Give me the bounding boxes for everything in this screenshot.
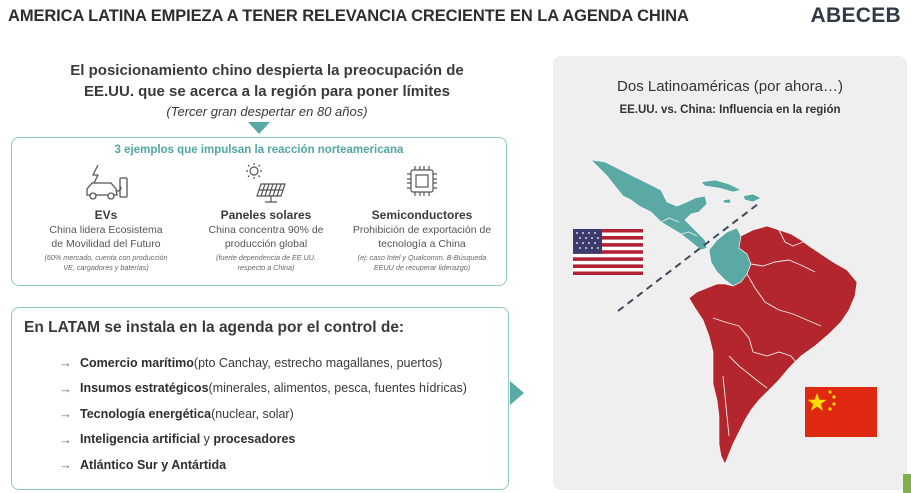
example-note-line-1: (60% mercado, cuenta con producción [44, 253, 168, 262]
arrow-right-icon: → [59, 406, 72, 422]
microchip-icon [399, 162, 445, 204]
map-title: Dos Latinoaméricas (por ahora…) [617, 78, 843, 95]
map-subtitle: EE.UU. vs. China: Influencia en la región [619, 104, 841, 116]
latam-influence-map [553, 56, 907, 490]
example-note-line-1: (ej: caso Intel y Qualcomm. B-Búsqueda [357, 253, 487, 262]
arrow-right-icon: → [59, 355, 72, 371]
solar-panel-icon [243, 162, 289, 204]
example-desc-line-2: de Movilidad del Futuro [51, 237, 161, 250]
electric-car-charging-icon [83, 162, 129, 204]
list-item: → Insumos estratégicos (minerales, alimentos, pesca, fuentes hídricas) [59, 380, 467, 396]
example-desc-line-1: China lidera Ecosistema [49, 224, 163, 236]
headline-subtitle: (Tercer gran despertar en 80 años) [166, 104, 368, 119]
brand-logo: ABECEB [810, 4, 901, 27]
example-note-line-2: VE, cargadores y baterías) [63, 263, 149, 272]
example-evs [26, 162, 186, 273]
slide-title: AMERICA LATINA EMPIEZA A TENER RELEVANCIA CRECIENTE EN LA AGENDA CHINA [8, 7, 689, 25]
down-arrow-icon [248, 122, 270, 134]
latam-heading: En LATAM se instala en la agenda por el control de: [24, 319, 405, 336]
headline-line-2: EE.UU. que se acerca a la región para poner límites [84, 83, 450, 100]
example-note-line-1: (fuerte dependencia de EE.UU. [216, 253, 316, 262]
example-desc-line-2: producción global [224, 237, 308, 250]
example-note-line-2: respecto a China) [237, 263, 295, 272]
examples-box [11, 137, 507, 286]
example-solar-panels [188, 162, 344, 273]
arrow-right-icon: → [59, 380, 72, 396]
map-panel [553, 56, 907, 490]
list-item: → Tecnología energética (nuclear, solar) [59, 406, 294, 422]
example-desc-line-1: Prohibición de exportación de [352, 224, 492, 236]
example-note-line-2: EEUU de recuperar liderazgo) [373, 263, 471, 272]
usa-flag [573, 229, 643, 275]
example-semiconductors [342, 162, 502, 273]
corner-accent [903, 474, 911, 493]
map-region-hispaniola [743, 194, 761, 202]
map-region-jamaica [723, 199, 731, 203]
headline [10, 60, 524, 102]
arrow-right-icon: → [59, 431, 72, 447]
example-title: Paneles solares [220, 208, 312, 222]
arrow-right-icon: → [59, 457, 72, 473]
list-item: → Comercio marítimo (pto Canchay, estrecho magallanes, puertos) [59, 355, 443, 371]
headline-line-1: El posicionamiento chino despierta la preocupación de [70, 62, 464, 79]
examples-heading: 3 ejemplos que impulsan la reacción norteamericana [114, 144, 404, 156]
map-region-cuba [701, 180, 741, 192]
example-title: EVs [94, 208, 118, 222]
example-desc-line-1: China concentra 90% de [208, 224, 324, 236]
latam-agenda-box [11, 307, 509, 490]
latam-list [59, 350, 467, 478]
right-arrow-icon [510, 381, 524, 405]
list-item: → Inteligencia artificial y procesadores [59, 431, 296, 447]
example-title: Semiconductores [371, 208, 473, 222]
list-item: → Atlántico Sur y Antártida [59, 457, 227, 473]
example-desc-line-2: tecnología a China [378, 237, 466, 250]
china-flag [805, 387, 877, 437]
